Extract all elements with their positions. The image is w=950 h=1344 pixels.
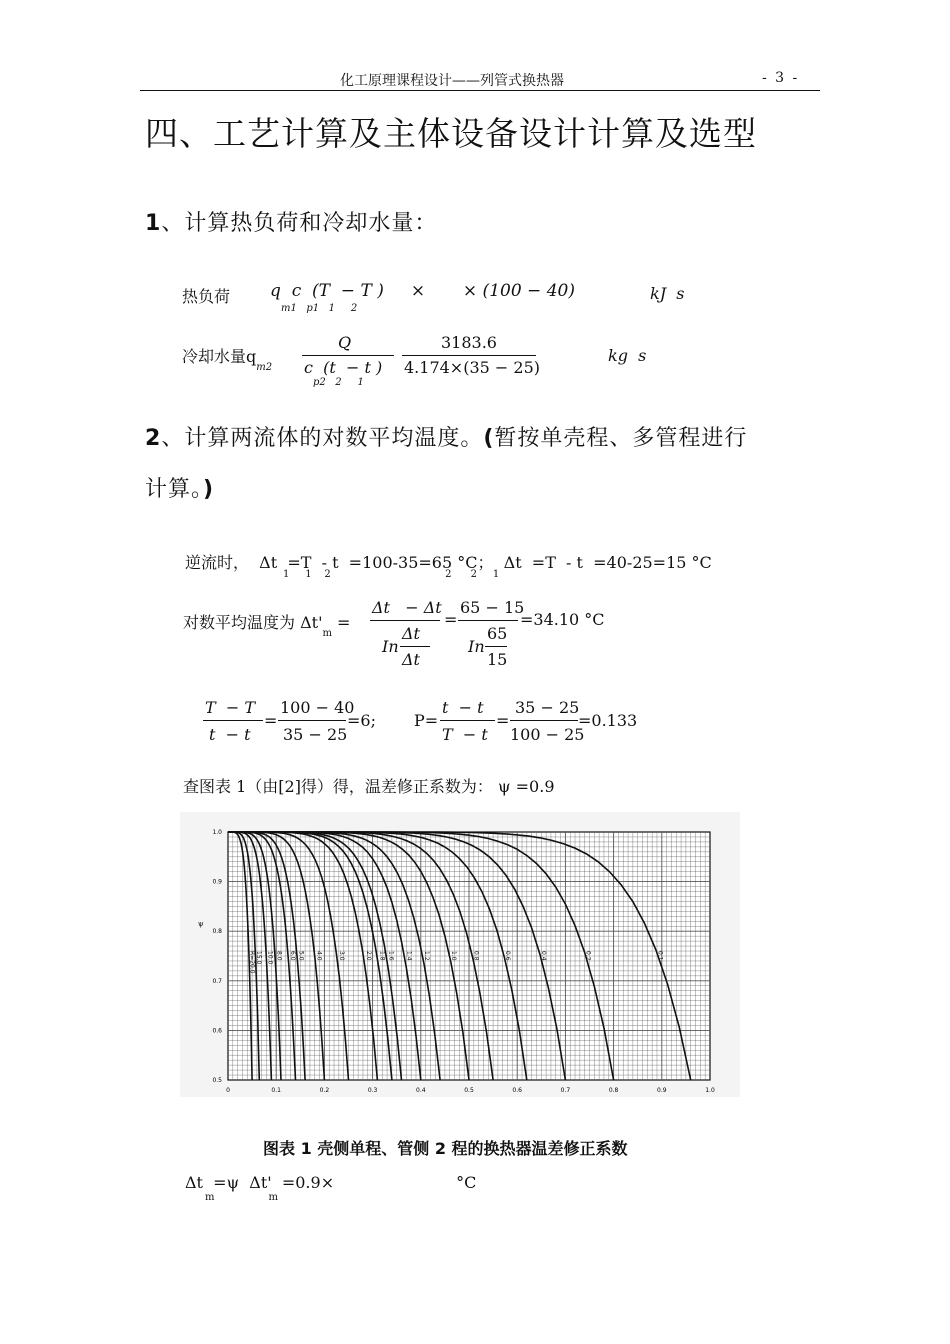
- y-tick-label: 0.7: [212, 977, 222, 985]
- curve-label: 5.0: [297, 951, 305, 961]
- y-tick-label: 1.0: [212, 829, 222, 836]
- y-tick-label: 0.5: [212, 1077, 222, 1084]
- chart-svg: [180, 812, 740, 1097]
- lmtd-result: =34.10 °C: [520, 610, 605, 629]
- curve-label: 1.8: [378, 951, 386, 961]
- curve-label: 1.4: [405, 951, 413, 961]
- counterflow-subs: 1 1 2 2 2 1: [283, 569, 500, 580]
- r-line: [203, 720, 263, 721]
- p-value-num: 35 − 25: [515, 698, 580, 717]
- heat-load-subscripts: m1 p1 1 2: [281, 303, 358, 314]
- y-axis-label: ψ: [198, 920, 204, 928]
- r-den: t − t: [209, 725, 251, 744]
- final-formula: Δt =ψ Δt' =0.9× °C: [185, 1173, 477, 1192]
- curve-label: R=20.0: [248, 951, 256, 974]
- lmtd-den-ln: In: [382, 637, 399, 656]
- lmtd-line: [370, 620, 440, 621]
- p-num: t − t: [442, 698, 484, 717]
- lmtd-inner-line: [400, 646, 430, 647]
- section-2-title: 、计算两流体的对数平均温度。: [161, 426, 484, 451]
- section-2-heading-line2: [145, 472, 214, 503]
- x-tick-label: 0.8: [608, 1087, 619, 1094]
- x-tick-label: 0.9: [657, 1087, 667, 1094]
- section-2-title-b: 暂按单壳程、多管程进行: [494, 426, 748, 451]
- curve-label: 8.0: [275, 951, 283, 961]
- counterflow-line: 逆流时， Δt =T - t =100-35=65 °C； Δt =T - t =40-25=15 °C: [185, 553, 712, 572]
- y-tick-label: 0.6: [212, 1027, 222, 1035]
- section-2-paren-open: (: [483, 426, 495, 451]
- p-value-den: 100 − 25: [510, 725, 585, 744]
- p-den: T − t: [442, 725, 488, 744]
- curve-label: 0.2: [584, 951, 592, 961]
- p-line: [440, 720, 495, 721]
- final-formula-subs: m m: [205, 1192, 279, 1203]
- r-result: =6;: [347, 711, 376, 730]
- x-tick-label: 0.4: [416, 1087, 426, 1094]
- chapter-heading: 四、工艺计算及主体设备设计计算及选型: [145, 114, 757, 153]
- water-unit: kg s: [608, 346, 647, 365]
- water-fraction-den: c (t − t ): [304, 358, 383, 377]
- curve-label: 4.0: [315, 951, 323, 961]
- water-label: [182, 344, 273, 373]
- lmtd-value-bot: 15: [487, 650, 508, 669]
- y-tick-label: 0.8: [212, 928, 222, 936]
- section-2-paren-close: ): [203, 477, 215, 502]
- x-tick-label: 0.5: [464, 1087, 474, 1094]
- curve-label: 3.0: [338, 951, 346, 961]
- lmtd-value-inner-line: [485, 646, 507, 647]
- x-tick-label: 0: [226, 1087, 230, 1094]
- x-tick-label: 0.6: [512, 1087, 522, 1094]
- y-tick-label: 0.9: [212, 878, 222, 886]
- lmtd-label-sub: m: [322, 628, 332, 639]
- curve-label: 2.0: [364, 951, 372, 961]
- x-tick-label: 0.3: [367, 1087, 378, 1094]
- lookup-line: 查图表 1（由[2]得）得，温差修正系数为： ψ =0.9: [183, 777, 555, 796]
- x-tick-label: 1.0: [705, 1087, 715, 1094]
- r-value-den: 35 − 25: [283, 725, 348, 744]
- water-fraction-line: [302, 355, 394, 356]
- water-label-text: 冷却水量q: [182, 347, 257, 366]
- curve-label: 0.6: [503, 951, 511, 961]
- curve-label: 0.1: [656, 951, 664, 961]
- water-value-den: 4.174×(35 − 25): [404, 358, 540, 377]
- correction-factor-chart: [180, 812, 740, 1097]
- curve-label: 0.8: [472, 951, 480, 961]
- lmtd-label: 对数平均温度为 $\Delta t'_m$ =: [183, 613, 351, 639]
- header-rule: [140, 90, 820, 91]
- section-1-number: 1: [145, 211, 162, 236]
- water-fraction-den-subs: p2 2 1: [313, 377, 364, 388]
- water-value-num: 3183.6: [441, 333, 497, 352]
- water-fraction-num: Q: [338, 333, 352, 352]
- curve-label: 10.0: [266, 951, 274, 965]
- water-value-line: [402, 355, 536, 356]
- curve-label: 1.6: [387, 951, 395, 961]
- lmtd-value-line: [458, 620, 518, 621]
- heat-load-label: 热负荷: [182, 287, 231, 306]
- lmtd-value-top: 65: [487, 624, 508, 643]
- p-value-line: [510, 720, 578, 721]
- section-2-heading: [145, 421, 747, 452]
- lmtd-den-bot: Δt: [402, 650, 420, 669]
- section-2-title-2: 计算。: [145, 477, 204, 502]
- r-num: T − T: [205, 698, 256, 717]
- curve-label: 1.2: [423, 951, 431, 961]
- curve-label: 15.0: [255, 951, 263, 965]
- curve-label: 6.0: [288, 951, 296, 961]
- lmtd-num: Δt − Δt: [372, 598, 442, 617]
- page-number: - 3 -: [762, 70, 800, 86]
- water-label-sub: m2: [256, 362, 273, 373]
- x-tick-label: 0.1: [271, 1087, 281, 1094]
- lmtd-value-ln: In: [468, 637, 485, 656]
- header-title: 化工原理课程设计——列管式换热器: [340, 73, 564, 89]
- heat-load-formula: q c (T − T ) × × (100 − 40): [270, 281, 575, 301]
- p-result: =0.133: [578, 711, 638, 730]
- lmtd-den-top: Δt: [402, 624, 420, 643]
- heat-load-unit: kJ s: [650, 284, 685, 303]
- lmtd-value-num: 65 − 15: [460, 598, 525, 617]
- lmtd-label-text: 对数平均温度为 Δt': [183, 613, 323, 632]
- section-1-heading: [145, 206, 437, 237]
- chart-caption: 图表 1 壳侧单程、管侧 2 程的换热器温差修正系数: [263, 1139, 628, 1158]
- x-tick-label: 0.2: [319, 1087, 330, 1094]
- section-1-title: 、计算热负荷和冷却水量：: [161, 211, 438, 236]
- r-value-num: 100 − 40: [280, 698, 355, 717]
- curve-label: 1.0: [450, 951, 458, 961]
- x-tick-label: 0.7: [560, 1087, 571, 1094]
- r-value-line: [278, 720, 346, 721]
- curve-label: 0.4: [539, 951, 547, 961]
- section-2-number: 2: [145, 426, 162, 451]
- p-label: P=: [414, 711, 439, 730]
